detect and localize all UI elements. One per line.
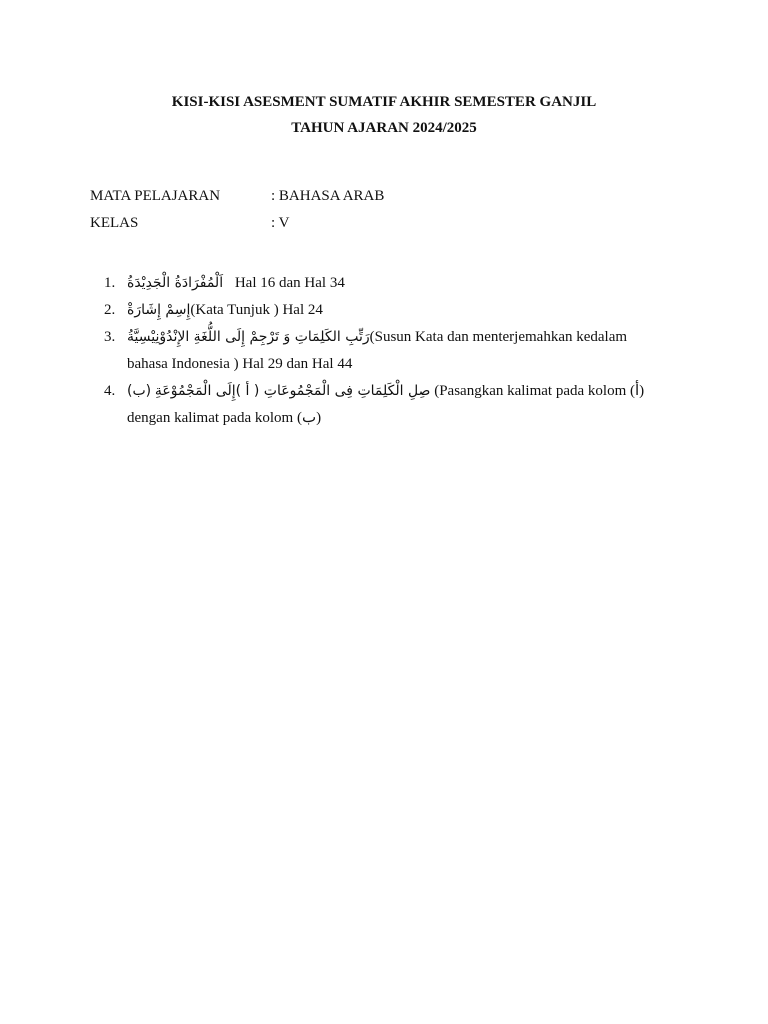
item-text: (Pasangkan kalimat pada kolom (أ) dengan kalimat pada kolom (ب)	[127, 383, 645, 426]
subject-value: : BAHASA ARAB	[271, 188, 385, 204]
list-number: 1.	[104, 275, 116, 291]
list-item	[90, 297, 670, 324]
arabic-text: إِسِمْ إِشَارَةْ	[127, 302, 191, 318]
document-subtitle: TAHUN AJARAN 2024/2025	[291, 120, 477, 136]
list-item	[90, 378, 670, 432]
class-label: KELAS	[90, 215, 139, 231]
list-number: 2.	[104, 302, 116, 318]
document-title: KISI-KISI ASESMENT SUMATIF AKHIR SEMESTER GANJIL	[171, 94, 597, 110]
item-text: (Kata Tunjuk ) Hal 24	[190, 302, 323, 318]
list-number: 3.	[104, 329, 116, 345]
arabic-text: صِلِ الْكَلِمَاتِ فِى الْمَجْمُوعَاتِ ( أ )إِلَى الْمَجْمُوْعَةِ	[154, 383, 431, 399]
arabic-text: اَلْمُفْرَادَةُ الْجَدِيْدَةُ	[127, 275, 224, 291]
list-number: 4.	[104, 383, 116, 399]
item-text: (Susun Kata dan menterjemahkan kedalam bahasa Indonesia ) Hal 29 dan Hal 44	[127, 329, 628, 372]
class-value: : V	[271, 215, 290, 231]
list-item	[90, 324, 670, 378]
arabic-prefix: (ب)	[127, 383, 152, 399]
subject-label: MATA PELAJARAN	[90, 188, 221, 204]
topic-list	[90, 270, 670, 432]
item-text: Hal 16 dan Hal 34	[234, 275, 345, 291]
list-item	[90, 270, 670, 297]
arabic-text: رَتِّبِ الكَلِمَاتِ وَ تَرْجِمْ إِلَى اللُّغَةِ الإِنْدُوْنِيْسِيَّةُ	[127, 329, 370, 345]
